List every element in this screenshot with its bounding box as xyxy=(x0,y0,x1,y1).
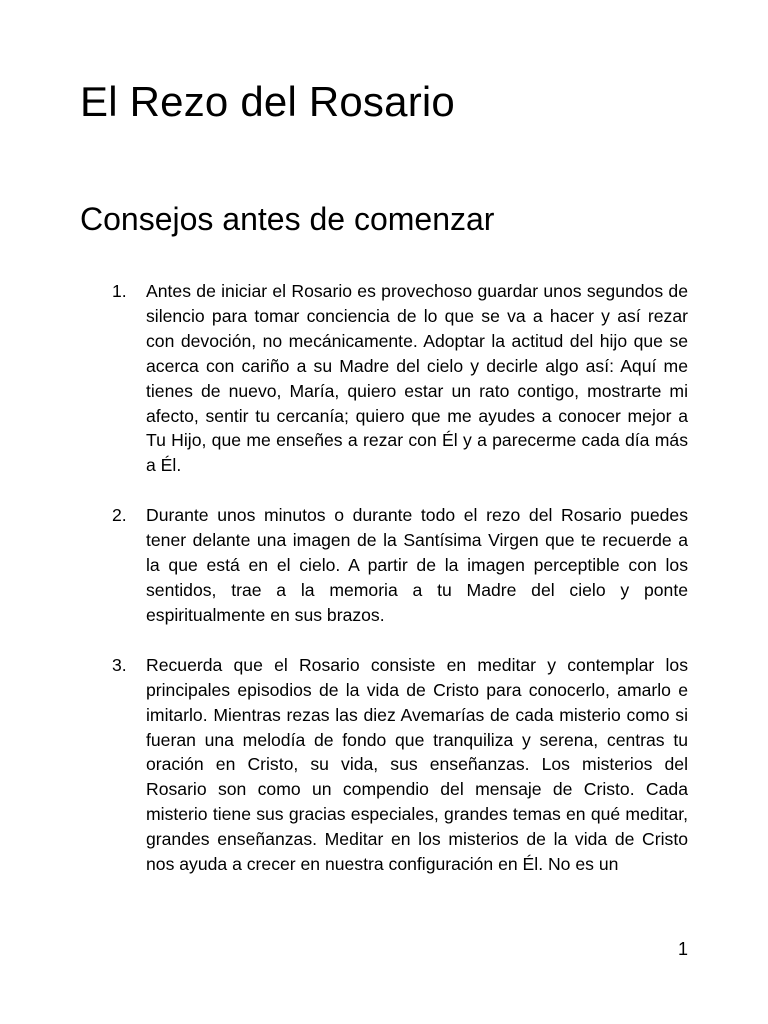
list-item-number: 2. xyxy=(112,505,127,526)
list-item xyxy=(110,503,688,628)
section-title: Consejos antes de comenzar xyxy=(80,201,495,237)
list-item-number: 1. xyxy=(112,281,127,301)
tips-list xyxy=(110,279,688,902)
page-number: 1 xyxy=(677,939,688,959)
list-item-number: 3. xyxy=(112,654,127,675)
list-item xyxy=(110,279,688,478)
document-title: El Rezo del Rosario xyxy=(80,78,455,125)
list-item xyxy=(110,653,688,877)
list-item-text: Antes de iniciar el Rosario es provechoso guardar unos segundos de silencio para tomar conciencia de lo que se va a hacer y así rezar con devoción, no mecánicamente. Adoptar la actitud del hijo que se acerca con cariño a su Madre del cielo y decirle algo así: Aquí me tienes de nuevo, María, quiero estar un rato contigo, mostrarte mi afecto, sentir tu cercanía; quiero que me ayudes a conocer mejor a Tu Hijo, que me enseñes a rezar con Él y a parecerme cada día más a Él. xyxy=(146,281,688,476)
list-item-text: Recuerda que el Rosario consiste en meditar y contemplar los principales episodios de la vida de Cristo para conocerlo, amarlo e imitarlo. Mientras rezas las diez Avemarías de cada misterio como si fueran una melodía de fondo que tranquiliza y serena, centras tu oración en Cristo, su vida, sus enseñanzas. Los misterios del Rosario son como un compendio del mensaje de Cristo. Cada misterio tiene sus gracias especiales, grandes temas en qué meditar, grandes enseñanzas. Meditar en los misterios de la vida de Cristo nos ayuda a crecer en nuestra configuración en Él. No es un xyxy=(146,654,688,875)
list-item-text: Durante unos minutos o durante todo el rezo del Rosario puedes tener delante una imagen de la Santísima Virgen que te recuerde a la que está en el cielo. A partir de la imagen perceptible con los sentidos, trae a la memoria a tu Madre del cielo y ponte espiritualmente en sus brazos. xyxy=(146,505,688,625)
